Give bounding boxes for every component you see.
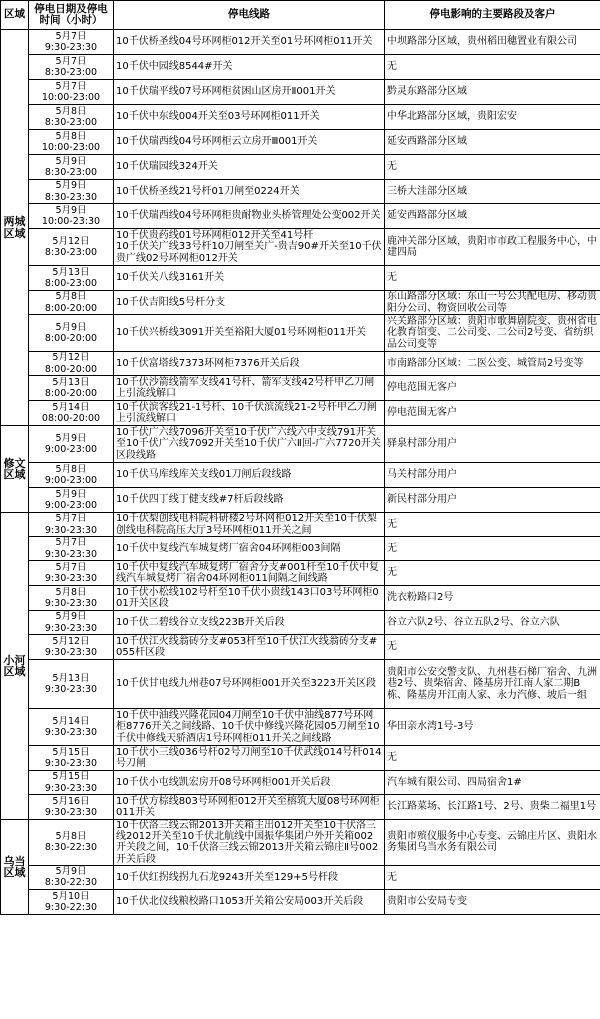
date-cell <box>29 709 114 746</box>
table-row <box>1 130 600 155</box>
impact-cell: 无 <box>385 561 600 586</box>
date-cell <box>29 611 114 635</box>
header-area: 区域 <box>1 1 29 30</box>
impact-cell: 贵阳市公安局专变 <box>385 889 600 914</box>
line-cell: 10千伏马库线库关支线01刀闸后段线路 <box>114 463 385 488</box>
date-cell <box>29 204 114 229</box>
impact-cell: 停电范围无客户 <box>385 376 600 401</box>
table-row <box>1 155 600 180</box>
line-cell: 10千伏桥圣线04号环网柜012开关至01号环网柜011开关 <box>114 30 385 55</box>
impact-cell: 中坝路部分区域，贵州稻田穗置业有限公司 <box>385 30 600 55</box>
outage-date: 5月12日 <box>52 235 90 247</box>
date-cell <box>29 820 114 866</box>
date-cell <box>29 660 114 709</box>
header-row <box>1 1 600 30</box>
outage-time: 9:30-23:30 <box>44 548 98 560</box>
impact-cell: 贵阳市公安交警支队、九州巷石梯厂宿舍、九洲巷2号、贵柴宿舍、隆基房开江南人家二期B栋、隆基房开江南人家、永力汽修、坡后一组 <box>385 660 600 709</box>
outage-date: 5月9日 <box>55 488 87 500</box>
outage-date: 5月7日 <box>55 561 87 573</box>
area-cell: 两城区域 <box>1 30 29 426</box>
outage-date: 5月9日 <box>55 611 87 623</box>
line-cell: 10千伏洛三线云锦2013开关箱主出012开关至10千伏洛三线2012开关至10千伏北航线中国振华集团户外开关箱002开关段之间，10千伏洛三线云锦2013开关箱云锦庄Ⅱ号002开关后段 <box>114 820 385 866</box>
table-row <box>1 586 600 611</box>
line-cell: 10千伏吉阳线5号杆分支 <box>114 291 385 315</box>
date-cell <box>29 488 114 513</box>
date-cell <box>29 180 114 204</box>
table-row <box>1 746 600 771</box>
line-cell: 10千伏中复线汽车城复烤厂宿舍分支#001杆至10千伏中复线汽车城复烤厂宿舍04环网柜011间隔之间线路 <box>114 561 385 586</box>
impact-cell: 谷立六队2号、谷立五队2号、谷立六队 <box>385 611 600 635</box>
date-cell <box>29 291 114 315</box>
table-row <box>1 204 600 229</box>
impact-cell: 新民村部分用户 <box>385 488 600 513</box>
header-impact: 停电影响的主要路段及客户 <box>385 1 600 30</box>
table-body <box>1 30 600 915</box>
table-row <box>1 291 600 315</box>
outage-date: 5月8日 <box>55 105 87 117</box>
outage-time: 9:30-23:30 <box>44 42 98 53</box>
outage-time: 9:30-22:30 <box>44 901 98 913</box>
date-cell <box>29 771 114 795</box>
line-cell: 10千伏方棕线803号环网柜012开关至榕筑大厦08号环网柜011开关 <box>114 795 385 820</box>
outage-time: 8:00-20:00 <box>44 302 98 314</box>
date-cell <box>29 513 114 537</box>
outage-time: 9:30-23:30 <box>44 647 98 658</box>
outage-date: 5月9日 <box>55 204 87 216</box>
outage-time: 9:00-23:00 <box>44 500 98 511</box>
outage-time: 9:30-23:30 <box>44 782 98 794</box>
outage-date: 5月8日 <box>55 586 87 598</box>
outage-time: 10:00-23:00 <box>41 142 101 153</box>
table-row <box>1 55 600 80</box>
date-cell <box>29 426 114 463</box>
table-row <box>1 611 600 635</box>
table-row <box>1 709 600 746</box>
impact-cell: 无 <box>385 155 600 180</box>
area-cell: 小河区域 <box>1 513 29 820</box>
outage-time: 9:30-23:30 <box>44 524 98 536</box>
line-cell: 10千伏桥圣线21号杆01刀闸至0224开关 <box>114 180 385 204</box>
line-cell: 10千伏瑞园线324开关 <box>114 155 385 180</box>
impact-cell: 黔灵东路部分区域 <box>385 80 600 105</box>
table-row <box>1 266 600 291</box>
line-cell: 10千伏中复线汽车城复烤厂宿舍04环网柜003间隔 <box>114 537 385 561</box>
outage-date: 5月7日 <box>55 30 87 42</box>
line-cell: 10千伏二碧线谷立支线223B开关后段 <box>114 611 385 635</box>
line-cell: 10千伏滨客线21-1号杆、10千伏滨流线21-2号杆甲乙刀闸上引流线解口 <box>114 401 385 426</box>
table-row <box>1 561 600 586</box>
outage-time: 9:30-23:30 <box>44 573 98 584</box>
impact-cell: 中华北路部分区域，贵阳宏安 <box>385 105 600 130</box>
impact-cell: 无 <box>385 746 600 771</box>
date-cell <box>29 635 114 660</box>
date-cell <box>29 376 114 401</box>
table-row <box>1 795 600 820</box>
outage-date: 5月9日 <box>55 866 87 878</box>
table-row <box>1 315 600 352</box>
line-cell: 10千伏甘电线九州巷07号环网柜001开关至3223开关区段 <box>114 660 385 709</box>
line-cell: 10千伏小三线036号杆02号刀闸至10千伏武线014号杆014号刀闸 <box>114 746 385 771</box>
header-date: 停电日期及停电时间（小时） <box>29 1 114 30</box>
table-row <box>1 180 600 204</box>
impact-cell: 华田亲水湾1号-3号 <box>385 709 600 746</box>
outage-time: 8:30-23:30 <box>44 191 98 203</box>
impact-cell: 市南路部分区域：二医公变、城管局2号变等 <box>385 352 600 376</box>
date-cell <box>29 889 114 914</box>
line-cell: 10千伏兴桥线3091开关至裕阳大厦01号环网柜011开关 <box>114 315 385 352</box>
date-cell <box>29 746 114 771</box>
line-cell: 10千伏瑞西线04号环网柜云立房开Ⅲ001开关 <box>114 130 385 155</box>
line-cell: 10千伏贵药线01号环网柜012开关至41号杆 10千伏关广线33号杆10刀闸至关广-贵吉90#开关至10千伏贵广线02号环网柜012开关 <box>114 229 385 266</box>
outage-time: 10:00-23:00 <box>41 92 101 103</box>
line-cell: 10千伏中园线8544#开关 <box>114 55 385 80</box>
line-cell: 10千伏瑞西线04号环网柜贵耐物业头桥管理处公变002开关 <box>114 204 385 229</box>
outage-date: 5月8日 <box>55 463 87 475</box>
impact-cell: 汽车城有限公司、四局宿舍1# <box>385 771 600 795</box>
outage-date: 5月8日 <box>55 291 87 303</box>
table-row <box>1 771 600 795</box>
table-row <box>1 488 600 513</box>
impact-cell: 延安西路部分区域 <box>385 204 600 229</box>
line-cell: 10千伏梨创线电科院科研楼2号环网柜012开关至10千伏梨创线电科院高压大厅3号环网柜011开关之间 <box>114 513 385 537</box>
area-cell: 乌当区域 <box>1 820 29 915</box>
impact-cell: 无 <box>385 865 600 889</box>
outage-date: 5月13日 <box>52 266 90 278</box>
outage-date: 5月13日 <box>52 672 90 684</box>
impact-cell: 无 <box>385 537 600 561</box>
impact-cell: 东山路部分区域：东山一号公共配电房、移动贵阳分公司、物资回收公司等 <box>385 291 600 315</box>
date-cell <box>29 229 114 266</box>
date-cell <box>29 266 114 291</box>
outage-date: 5月13日 <box>52 376 90 388</box>
impact-cell: 无 <box>385 635 600 660</box>
date-cell <box>29 55 114 80</box>
date-cell <box>29 537 114 561</box>
date-cell <box>29 561 114 586</box>
outage-date: 5月14日 <box>52 715 90 727</box>
impact-cell: 无 <box>385 266 600 291</box>
impact-cell: 驿泉村部分用户 <box>385 426 600 463</box>
line-cell: 10千伏小屯线凯宏房开08号环网柜001开关后段 <box>114 771 385 795</box>
outage-time: 8:30-23:00 <box>44 247 98 258</box>
impact-cell: 贵阳市殡仪服务中心专变、云锦庄片区、贵阳水务集团乌当水务有限公司 <box>385 820 600 866</box>
outage-time: 9:30-23:30 <box>44 727 98 738</box>
line-cell: 10千伏红拐线拐九石龙9243开关至129+5号杆段 <box>114 865 385 889</box>
date-cell <box>29 795 114 820</box>
date-cell <box>29 463 114 488</box>
outage-time: 9:00-23:00 <box>44 444 98 455</box>
date-cell <box>29 130 114 155</box>
line-cell: 10千伏关八线3161开关 <box>114 266 385 291</box>
outage-date: 5月7日 <box>55 513 87 525</box>
table-row <box>1 635 600 660</box>
outage-time: 9:30-23:30 <box>44 758 98 769</box>
outage-date: 5月9日 <box>55 321 87 333</box>
outage-date: 5月16日 <box>52 795 90 807</box>
outage-date: 5月9日 <box>55 432 87 444</box>
outage-time: 8:30-23:00 <box>44 117 98 128</box>
line-cell: 10千伏中油线兴隆花园04刀闸至10千伏中油线877号环网柜8776开关之间线路、10千伏中修线兴隆花园05刀闸至10千伏中修线天骄酒店1号环网柜011开关之间线路 <box>114 709 385 746</box>
impact-cell: 鹿冲关部分区域，贵阳市市政工程服务中心，中建四局 <box>385 229 600 266</box>
impact-cell: 延安西路部分区域 <box>385 130 600 155</box>
outage-date: 5月7日 <box>55 80 87 92</box>
outage-time: 8:30-23:00 <box>44 67 98 78</box>
outage-time: 8:00-20:00 <box>44 333 98 344</box>
date-cell <box>29 352 114 376</box>
table-row <box>1 30 600 55</box>
outage-date: 5月9日 <box>55 155 87 167</box>
outage-date: 5月10日 <box>52 890 90 902</box>
outage-time: 10:00-23:30 <box>41 216 101 227</box>
table-row <box>1 401 600 426</box>
outage-time: 8:30-22:30 <box>44 877 98 889</box>
impact-cell: 无 <box>385 55 600 80</box>
area-cell: 修文区域 <box>1 426 29 513</box>
table-row <box>1 105 600 130</box>
outage-time: 8:00-23:00 <box>44 278 98 289</box>
line-cell: 10千伏广六线7096开关至10千伏广六线六中支线791开关至10千伏广六线7092开关至10千伏广六Ⅱ回-广六7720开关区段线路 <box>114 426 385 463</box>
date-cell <box>29 865 114 889</box>
table-row <box>1 80 600 105</box>
outage-date: 5月9日 <box>55 180 87 192</box>
outage-time: 9:30-23:30 <box>44 684 98 695</box>
table-row <box>1 352 600 376</box>
outage-time: 9:30-23:30 <box>44 622 98 634</box>
table-row <box>1 463 600 488</box>
outage-time: 8:00-20:00 <box>44 363 98 375</box>
line-cell: 10千伏富塔线7373环网柜7376开关后段 <box>114 352 385 376</box>
line-cell: 10千伏四丁线丁健支线#7杆后段线路 <box>114 488 385 513</box>
outage-date: 5月8日 <box>55 831 87 843</box>
date-cell <box>29 155 114 180</box>
outage-date: 5月12日 <box>52 352 90 364</box>
impact-cell: 无 <box>385 513 600 537</box>
impact-cell: 兴关路部分区域：贵阳市歌舞剧院变、贵州省电化教育馆变、二公司变、二公司2号变、省纺织品公司变等 <box>385 315 600 352</box>
impact-cell: 长江路菜场、长江路1号、2号、贵柴二福里1号 <box>385 795 600 820</box>
line-cell: 10千伏沙箭线箭军支线41号杆、箭军支线42号杆甲乙刀闸上引流线解口 <box>114 376 385 401</box>
line-cell: 10千伏中东线004开关至03号环网柜011开关 <box>114 105 385 130</box>
date-cell <box>29 105 114 130</box>
outage-date: 5月14日 <box>52 401 90 413</box>
outage-time: 8:30-23:00 <box>44 167 98 178</box>
table-row <box>1 513 600 537</box>
line-cell: 10千伏江火线翁砖分支#053杆至10千伏江火线翁砖分支#055杆区段 <box>114 635 385 660</box>
date-cell <box>29 315 114 352</box>
header-line: 停电线路 <box>114 1 385 30</box>
outage-date: 5月7日 <box>55 537 87 549</box>
table-row <box>1 426 600 463</box>
outage-time: 9:30-23:30 <box>44 807 98 818</box>
date-cell <box>29 30 114 55</box>
outage-time: 8:30-22:30 <box>44 842 98 854</box>
outage-date: 5月15日 <box>52 771 90 783</box>
table-row <box>1 229 600 266</box>
impact-cell: 洗衣粉路口2号 <box>385 586 600 611</box>
line-cell: 10千伏小松线102号杆至10千伏小贵线143口03号环网柜001开关区段 <box>114 586 385 611</box>
impact-cell: 三桥大洼部分区域 <box>385 180 600 204</box>
date-cell <box>29 80 114 105</box>
impact-cell: 马关村部分用户 <box>385 463 600 488</box>
outage-time: 9:30-23:30 <box>44 598 98 609</box>
table-row <box>1 537 600 561</box>
line-cell: 10千伏瑞平线07号环网柜贫困山区房开Ⅱ001开关 <box>114 80 385 105</box>
date-cell <box>29 586 114 611</box>
line-cell: 10千伏北仪线粮校路口1053开关箱公安局003开关后段 <box>114 889 385 914</box>
impact-cell: 停电范围无客户 <box>385 401 600 426</box>
table-row <box>1 376 600 401</box>
table-row <box>1 865 600 889</box>
outage-time: 08:00-20:00 <box>41 413 101 424</box>
table-row <box>1 820 600 866</box>
date-cell <box>29 401 114 426</box>
outage-date: 5月15日 <box>52 746 90 758</box>
outage-time: 8:00-20:00 <box>44 388 98 399</box>
table-row <box>1 660 600 709</box>
outage-date: 5月12日 <box>52 635 90 647</box>
outage-date: 5月8日 <box>55 130 87 142</box>
outage-date: 5月7日 <box>55 55 87 67</box>
table-row <box>1 889 600 914</box>
outage-time: 9:00-23:00 <box>44 475 98 486</box>
